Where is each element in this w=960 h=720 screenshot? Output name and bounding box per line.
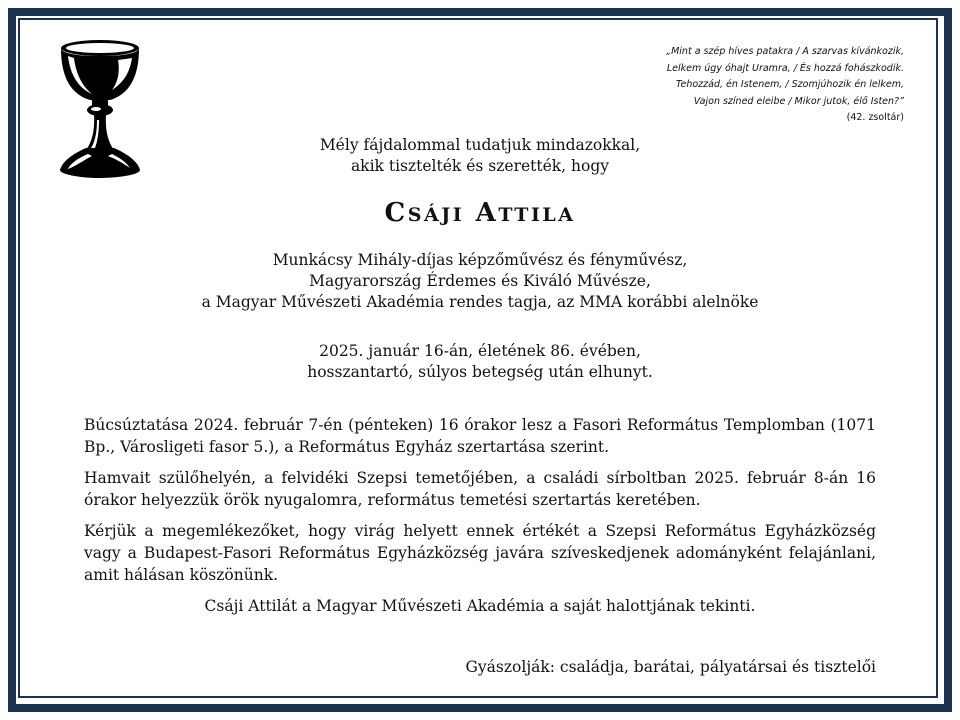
psalm-line: Vajon színed eleibe / Mikor jutok, élő Isten?” [693, 95, 904, 107]
death-line: hosszantartó, súlyos betegség után elhunyt. [307, 363, 653, 381]
death-line: 2025. január 16-án, életének 86. évében, [319, 342, 641, 360]
chalice-icon [58, 38, 142, 180]
mourners-line: Gyászolják: családja, barátai, pályatársai és tisztelői [465, 658, 876, 676]
intro-line: akik tisztelték és szerették, hogy [350, 157, 610, 175]
death-notice [180, 341, 780, 383]
deceased-name [180, 198, 780, 228]
donation-paragraph: Kérjük a megemlékezőket, hogy virág helyett ennek értékét a Szepsi Református Egyházközség vagy a Budapest-Fasori Református Egyházközség javára szíveskedjenek adományként felajánlani, amit hálásan köszönünk. [84, 522, 876, 584]
honor-statement: Csáji Attilát a Magyar Művészeti Akadémia a saját halottjának tekinti. [204, 597, 756, 615]
burial-paragraph: Hamvait szülőhelyén, a felvidéki Szepsi temetőjében, a családi sírboltban 2025. február 8-án 16 órakor helyezzük örök nyugalomra, református temetési szertartás keretében. [84, 469, 876, 509]
psalm-line: Tehozzád, én Istenem, / Szomjúhozik én lelkem, [675, 79, 904, 90]
farewell-paragraph: Búcsúztatása 2024. február 7-én (pénteken) 16 órakor lesz a Fasori Református Templomban (1071 Bp., Városligeti fasor 5.), a Református Egyház szertartása szerint. [84, 416, 876, 456]
titles-block [180, 250, 780, 313]
psalm-line: „Mint a szép híves patakra / A szarvas kívánkozik, [666, 46, 904, 57]
title-line: Munkácsy Mihály-díjas képzőművész és fényművész, [272, 251, 688, 269]
title-line: a Magyar Művészeti Akadémia rendes tagja, az MMA korábbi alelnöke [201, 293, 759, 311]
psalm-reference: (42. zsoltár) [846, 112, 904, 123]
psalm-line: Lelkem úgy óhajt Uramra, / És hozzá fohászkodik. [666, 62, 904, 74]
intro-line: Mély fájdalommal tudatjuk mindazokkal, [319, 136, 641, 154]
psalm-quote [564, 44, 904, 127]
intro-text [180, 135, 780, 177]
title-line: Magyarország Érdemes és Kiváló Művésze, [309, 272, 651, 290]
deceased-name-text: CSÁJI ATTILA [384, 198, 576, 228]
